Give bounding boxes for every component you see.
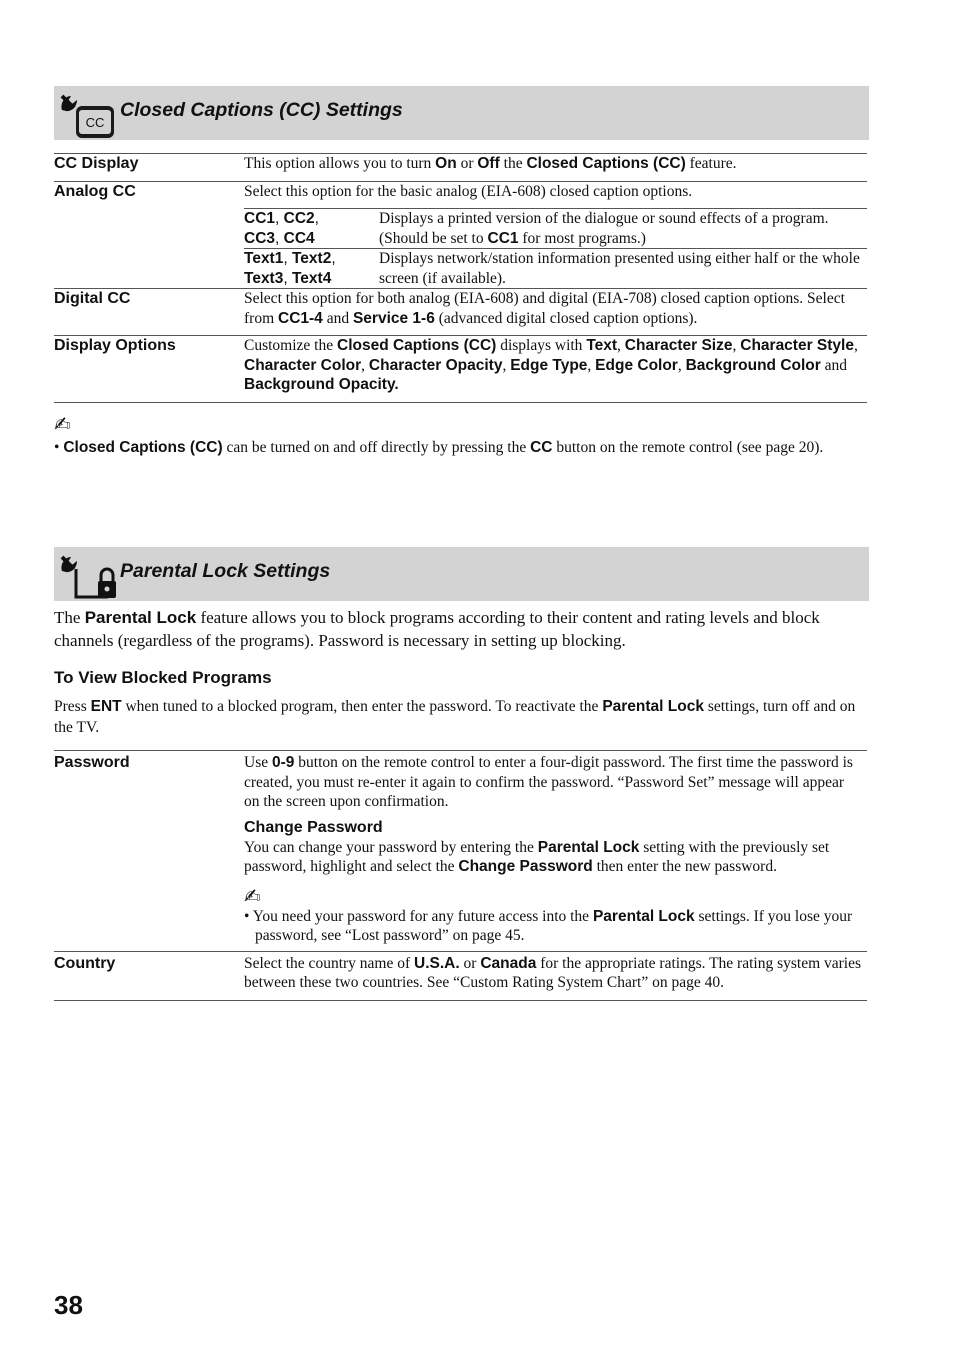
table-row — [54, 751, 867, 952]
change-password-text: You can change your password by entering the Parental Lock setting with the previously set password, highlight and select the Change Password then enter the new password. — [244, 838, 830, 875]
password-note-text: • You need your password for any future access into the Parental Lock settings. If you lose your password, see “Lost password” on page 45. — [244, 907, 853, 944]
table-row — [54, 181, 867, 289]
cc-channel-keys: CC1, CC2, CC3, CC4 — [244, 209, 379, 249]
cc-note-text: • Closed Captions (CC) can be turned on and off directly by pressing the CC button on the remote control (see page 20). — [54, 439, 824, 456]
cc-display-label: CC Display — [54, 154, 244, 182]
display-options-description: Customize the Closed Captions (CC) displays with Text, Character Size, Character Style, Character Color, Character Opacity, Edge Type, Edge Color, Background Color and Background Opacity. — [244, 337, 858, 393]
cc-channel-description: Displays a printed version of the dialogue or sound effects of a program. (Should be set to CC1 for most programs.) — [379, 209, 867, 249]
wrench-cc-icon — [58, 90, 120, 140]
analog-cc-subtable — [244, 208, 867, 288]
pencil-note-icon: ✍ — [54, 412, 71, 436]
password-label: Password — [54, 751, 244, 952]
table-row — [54, 289, 867, 336]
digital-cc-description: Select this option for both analog (EIA-608) and digital (EIA-708) closed caption options. Select from CC1-4 and Service 1-6 (advanced digital closed caption options). — [244, 290, 845, 327]
table-row — [54, 154, 867, 182]
view-blocked-text: Press ENT when tuned to a blocked program, then enter the password. To reactivate the Parental Lock settings, turn off and on the TV. — [54, 698, 856, 736]
country-label: Country — [54, 951, 244, 1000]
svg-text:CC: CC — [85, 115, 105, 130]
pencil-note-icon: ✍ — [244, 883, 261, 908]
parental-section-title: Parental Lock Settings — [120, 560, 331, 582]
table-row — [244, 249, 867, 289]
analog-cc-description: Select this option for the basic analog (EIA-608) closed caption options. — [244, 182, 693, 200]
parental-settings-table — [54, 750, 867, 1001]
cc-section-title: Closed Captions (CC) Settings — [120, 99, 403, 121]
text-channel-description: Displays network/station information presented using either half or the whole screen (if available). — [379, 249, 867, 289]
digital-cc-label: Digital CC — [54, 289, 244, 336]
table-row — [244, 209, 867, 249]
display-options-label: Display Options — [54, 336, 244, 403]
password-description: Use 0-9 button on the remote control to enter a four-digit password. The first time the password is created, you must re-enter it again to confirm the password. “Password Set” message will appear on the screen upon confirmation. — [244, 754, 853, 810]
cc-settings-table — [54, 153, 867, 403]
cc-display-description: This option allows you to turn On or Off the Closed Captions (CC) feature. — [244, 155, 737, 172]
table-row — [54, 951, 867, 1000]
wrench-lock-icon — [58, 551, 120, 601]
parental-section-header — [54, 547, 869, 601]
table-row — [54, 336, 867, 403]
cc-section-header — [54, 86, 869, 140]
text-channel-keys: Text1, Text2, Text3, Text4 — [244, 249, 379, 289]
country-description: Select the country name of U.S.A. or Canada for the appropriate ratings. The rating system varies between these two countries. See “Custom Rating System Chart” on page 40. — [244, 954, 862, 991]
page-number: 38 — [54, 1290, 83, 1320]
parental-intro: The Parental Lock feature allows you to block programs according to their content and rating levels and block channels (regardless of the programs). Password is necessary in setting up blocking. — [54, 608, 820, 650]
view-blocked-heading: To View Blocked Programs — [54, 668, 272, 687]
change-password-heading: Change Password — [244, 818, 383, 836]
analog-cc-label: Analog CC — [54, 181, 244, 289]
